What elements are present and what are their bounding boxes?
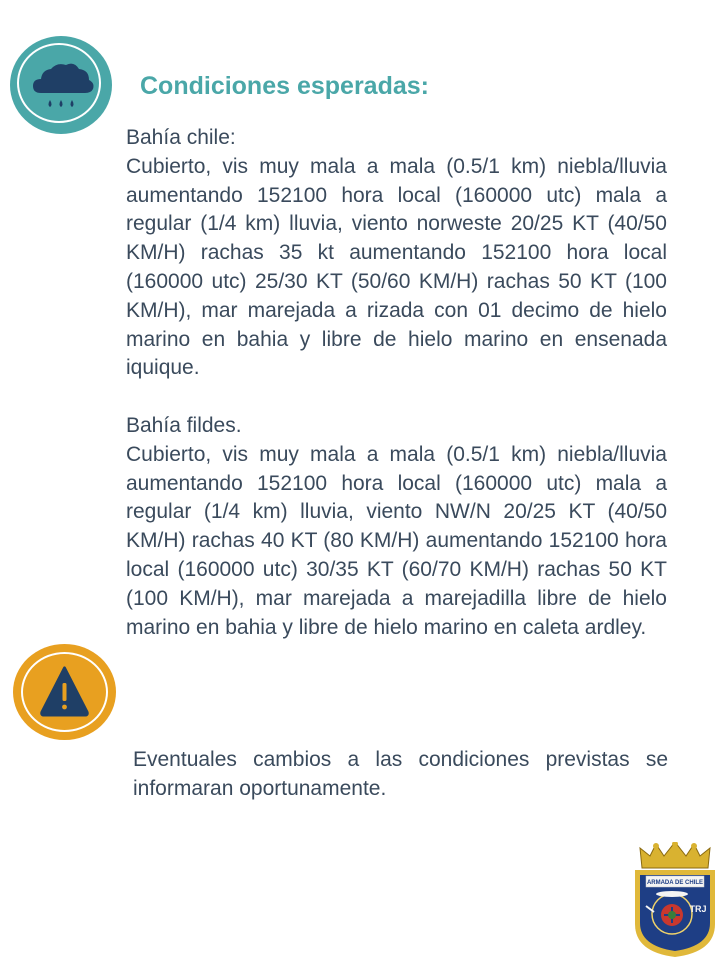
section-name-bahia-chile: Bahía chile: [126, 126, 236, 149]
cloud-rain-icon [19, 45, 103, 125]
section-name-bahia-fildes: Bahía fildes. [126, 413, 242, 437]
navy-crest-logo [632, 842, 718, 958]
conditions-badge [10, 36, 112, 134]
closing-note: Eventuales cambios a las condiciones previstas se informaran oportunamente. [133, 748, 668, 800]
conditions-badge-ring [17, 43, 101, 123]
warning-badge [13, 644, 116, 740]
warning-triangle-icon [23, 654, 106, 730]
section-spacer [126, 383, 667, 412]
crest-banner-text: ARMADA DE CHILE [646, 880, 704, 886]
forecast-body [126, 124, 667, 642]
section-text-bahia-chile: Cubierto, vis muy mala a mala (0.5/1 km) niebla/lluvia aumentando 152100 hora local (160000 utc) mala a regular (1/4 km) lluvia, viento norweste 20/25 KT (40/50 KM/H) rachas 35 kt aumentando 152100 hora local (160000 utc) 25/30 KT (50/60 KM/H) rachas 50 KT (100 KM/H), mar marejada a rizada con 01 decimo de hielo marino en bahia y libre de hielo marino en ensenada iquique. [126, 154, 667, 380]
page-title: Condiciones esperadas: [140, 72, 429, 100]
warning-badge-ring [21, 652, 108, 732]
section-text-bahia-fildes: Cubierto, vis muy mala a mala (0.5/1 km) niebla/lluvia aumentando 152100 hora local (160000 utc) mala a regular (1/4 km) lluvia, viento NW/N 20/25 KT (40/50 KM/H) rachas 40 KT (80 KM/H) aumentando 152100 hora local (160000 utc) 30/35 KT (60/70 KM/H) rachas 50 KT (100 KM/H), mar marejada a marejadilla libre de hielo marino en bahia y libre de hielo marino en caleta ardley. [126, 442, 667, 639]
crest-initials-text: TRJ [689, 904, 707, 914]
